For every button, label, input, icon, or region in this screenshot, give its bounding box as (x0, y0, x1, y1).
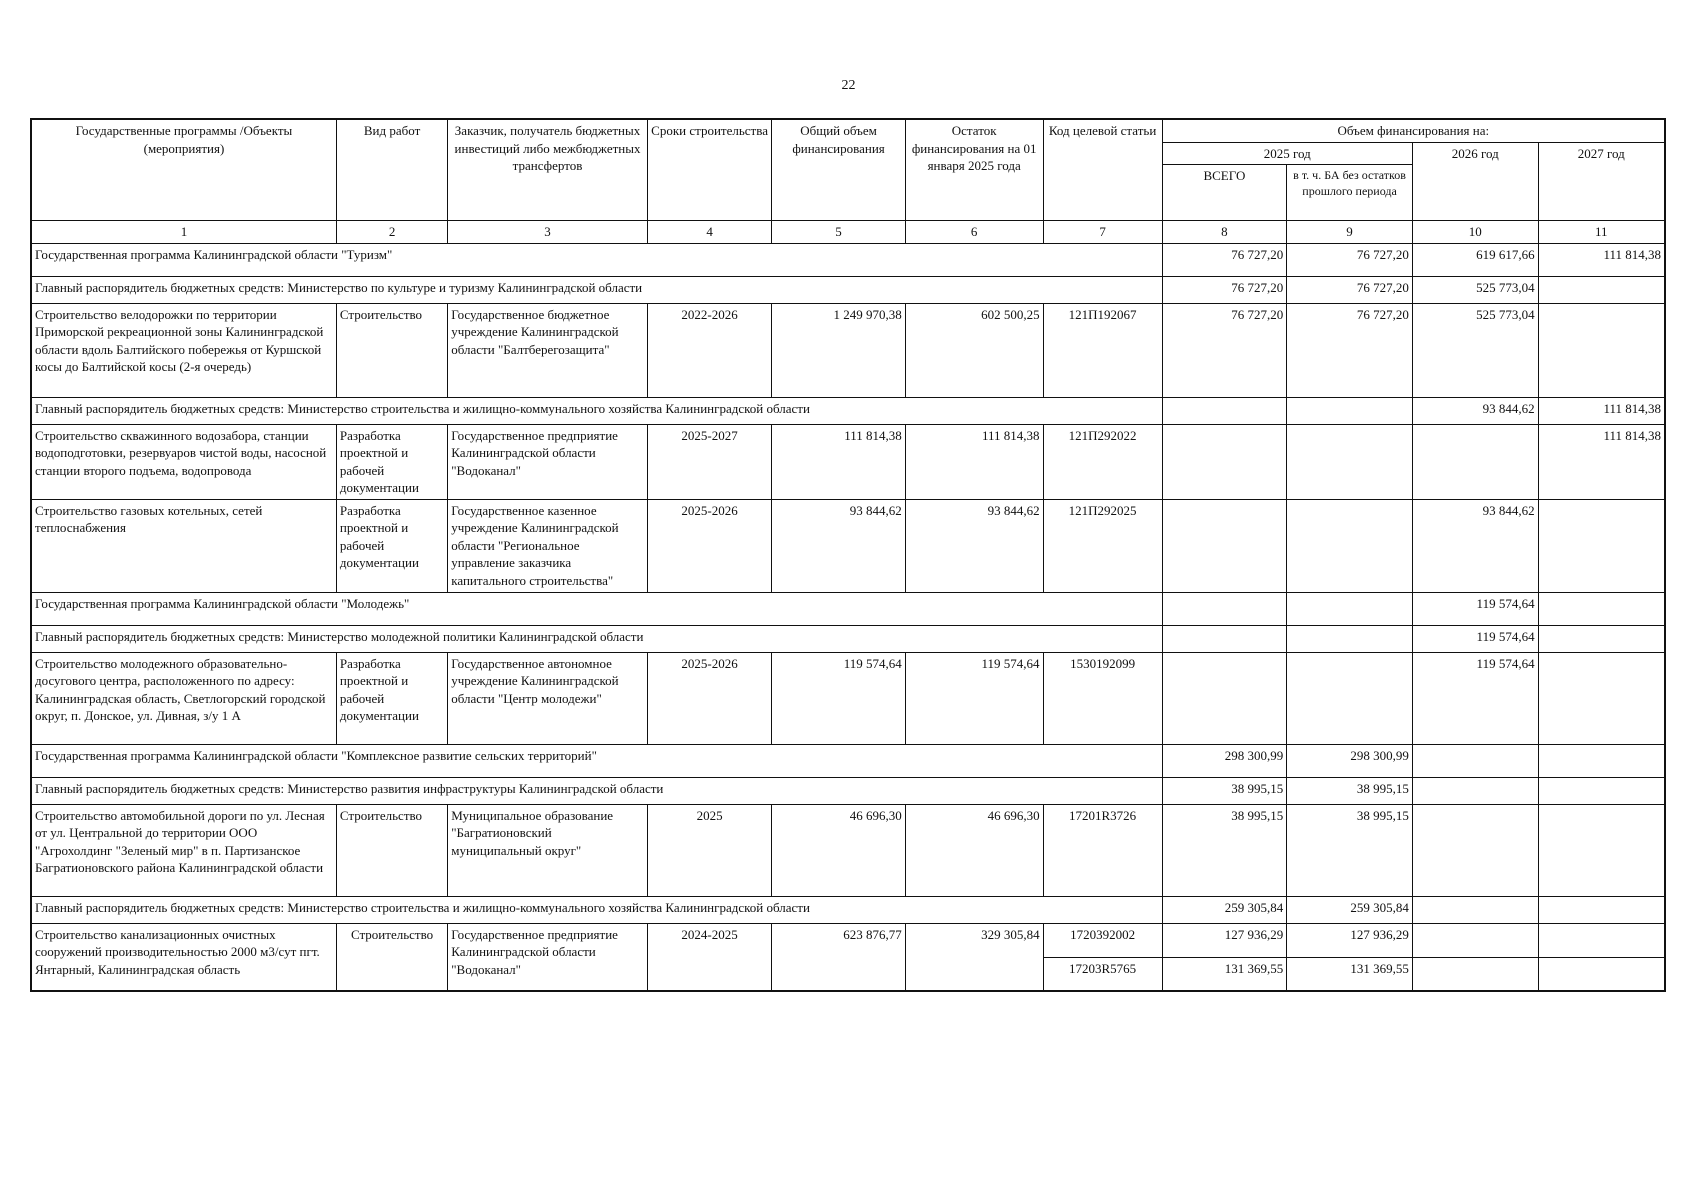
object-remainder: 602 500,25 (905, 303, 1043, 397)
value-cell: 111 814,38 (1538, 243, 1665, 276)
object-code: 121П292022 (1043, 424, 1162, 499)
header-row-1 (31, 119, 1665, 142)
value-cell: 619 617,66 (1412, 243, 1538, 276)
value-cell (1538, 923, 1665, 957)
object-terms: 2025-2026 (647, 652, 772, 744)
value-cell (1412, 777, 1538, 804)
value-cell: 76 727,20 (1287, 303, 1413, 397)
grbs-row (31, 276, 1665, 303)
value-cell: 38 995,15 (1287, 804, 1413, 896)
header-work-type: Вид работ (336, 119, 447, 221)
object-name: Строительство молодежного образовательно-досугового центра, расположенного по адресу: Калининградская область, Светлогорский городской округ, п. Донское, ул. Дивная, з/у 1 А (31, 652, 336, 744)
header-2025: 2025 год (1162, 142, 1412, 165)
object-row (31, 499, 1665, 592)
object-remainder: 93 844,62 (905, 499, 1043, 592)
object-code: 121П292025 (1043, 499, 1162, 592)
value-cell (1538, 777, 1665, 804)
value-cell (1162, 652, 1287, 744)
value-cell: 131 369,55 (1162, 957, 1287, 991)
object-terms: 2022-2026 (647, 303, 772, 397)
grbs-row (31, 625, 1665, 652)
page-number: 22 (841, 78, 856, 93)
program-row-rural (31, 744, 1665, 777)
value-cell: 298 300,99 (1162, 744, 1287, 777)
grbs-title: Главный распорядитель бюджетных средств: Министерство строительства и жилищно-коммунального хозяйства Калининградской области (31, 397, 1162, 424)
object-customer: Государственное казенное учреждение Калининградской области "Региональное управление заказчика капитального строительства" (448, 499, 648, 592)
header-program: Государственные программы /Объекты (мероприятия) (31, 119, 336, 221)
value-cell (1538, 744, 1665, 777)
object-work: Строительство (336, 804, 447, 896)
value-cell: 119 574,64 (1412, 652, 1538, 744)
object-customer: Муниципальное образование "Багратионовский муниципальный округ" (448, 804, 648, 896)
value-cell (1538, 303, 1665, 397)
grbs-title: Главный распорядитель бюджетных средств: Министерство молодежной политики Калининградской области (31, 625, 1162, 652)
value-cell: 38 995,15 (1287, 777, 1413, 804)
value-cell: 38 995,15 (1162, 777, 1287, 804)
object-total: 1 249 970,38 (772, 303, 905, 397)
object-code: 17201R3726 (1043, 804, 1162, 896)
grbs-row (31, 397, 1665, 424)
object-remainder: 111 814,38 (905, 424, 1043, 499)
object-code: 17203R5765 (1043, 957, 1162, 991)
grbs-title: Главный распорядитель бюджетных средств: Министерство по культуре и туризму Калининградской области (31, 276, 1162, 303)
value-cell (1162, 592, 1287, 625)
col-num: 4 (647, 221, 772, 244)
value-cell: 131 369,55 (1287, 957, 1413, 991)
value-cell (1538, 276, 1665, 303)
value-cell (1412, 424, 1538, 499)
object-row (31, 303, 1665, 397)
object-total: 46 696,30 (772, 804, 905, 896)
object-row (31, 923, 1665, 957)
col-num: 9 (1287, 221, 1413, 244)
header-all: ВСЕГО (1162, 165, 1287, 221)
value-cell (1538, 592, 1665, 625)
grbs-row (31, 896, 1665, 923)
object-row (31, 652, 1665, 744)
object-row (31, 424, 1665, 499)
object-code: 1720392002 (1043, 923, 1162, 957)
col-num: 10 (1412, 221, 1538, 244)
value-cell (1287, 625, 1413, 652)
value-cell (1412, 804, 1538, 896)
col-num: 3 (448, 221, 648, 244)
object-name: Строительство газовых котельных, сетей теплоснабжения (31, 499, 336, 592)
grbs-row (31, 777, 1665, 804)
header-terms: Сроки строительства (647, 119, 772, 221)
object-customer: Государственное автономное учреждение Калининградской области "Центр молодежи" (448, 652, 648, 744)
object-total: 119 574,64 (772, 652, 905, 744)
value-cell: 93 844,62 (1412, 397, 1538, 424)
object-name: Строительство канализационных очистных сооружений производительностью 2000 м3/сут пгт. Янтарный, Калининградская область (31, 923, 336, 991)
object-remainder: 119 574,64 (905, 652, 1043, 744)
object-row (31, 804, 1665, 896)
object-work: Строительство (336, 923, 447, 991)
col-num: 2 (336, 221, 447, 244)
value-cell: 119 574,64 (1412, 592, 1538, 625)
col-num: 5 (772, 221, 905, 244)
object-work: Разработка проектной и рабочей документации (336, 424, 447, 499)
value-cell: 76 727,20 (1162, 243, 1287, 276)
value-cell (1287, 592, 1413, 625)
value-cell (1287, 397, 1413, 424)
object-total: 93 844,62 (772, 499, 905, 592)
program-row-youth (31, 592, 1665, 625)
program-title: Государственная программа Калининградской области "Комплексное развитие сельских территорий" (31, 744, 1162, 777)
object-remainder: 329 305,84 (905, 923, 1043, 991)
value-cell (1412, 923, 1538, 957)
grbs-title: Главный распорядитель бюджетных средств: Министерство развития инфраструктуры Калининградской области (31, 777, 1162, 804)
object-name: Строительство автомобильной дороги по ул. Лесная от ул. Центральной до территории ООО "Агрохолдинг "Зеленый мир" в п. Партизанское Багратионовского района Калининградской области (31, 804, 336, 896)
value-cell: 127 936,29 (1287, 923, 1413, 957)
object-customer: Государственное бюджетное учреждение Калининградской области "Балтберегозащита" (448, 303, 648, 397)
col-num: 7 (1043, 221, 1162, 244)
header-2027: 2027 год (1538, 142, 1665, 221)
value-cell (1412, 744, 1538, 777)
object-code: 121П192067 (1043, 303, 1162, 397)
object-total: 623 876,77 (772, 923, 905, 991)
value-cell: 93 844,62 (1412, 499, 1538, 592)
object-terms: 2025 (647, 804, 772, 896)
value-cell (1538, 804, 1665, 896)
value-cell (1538, 625, 1665, 652)
program-row-tourism (31, 243, 1665, 276)
header-customer: Заказчик, получатель бюджетных инвестиций либо межбюджетных трансфертов (448, 119, 648, 221)
value-cell: 525 773,04 (1412, 303, 1538, 397)
object-work: Разработка проектной и рабочей документации (336, 652, 447, 744)
col-num: 11 (1538, 221, 1665, 244)
value-cell (1538, 499, 1665, 592)
object-terms: 2024-2025 (647, 923, 772, 991)
value-cell (1162, 499, 1287, 592)
value-cell: 525 773,04 (1412, 276, 1538, 303)
value-cell: 76 727,20 (1287, 276, 1413, 303)
column-numbers-row (31, 221, 1665, 244)
object-code: 1530192099 (1043, 652, 1162, 744)
value-cell: 76 727,20 (1162, 303, 1287, 397)
value-cell (1538, 957, 1665, 991)
object-remainder: 46 696,30 (905, 804, 1043, 896)
header-remainder: Остаток финансирования на 01 января 2025 года (905, 119, 1043, 221)
col-num: 8 (1162, 221, 1287, 244)
value-cell: 127 936,29 (1162, 923, 1287, 957)
value-cell: 76 727,20 (1162, 276, 1287, 303)
object-work: Разработка проектной и рабочей документации (336, 499, 447, 592)
object-total: 111 814,38 (772, 424, 905, 499)
header-financing: Объем финансирования на: (1162, 119, 1665, 142)
value-cell (1412, 896, 1538, 923)
header-code: Код целевой статьи (1043, 119, 1162, 221)
header-2026: 2026 год (1412, 142, 1538, 221)
header-ba: в т. ч. БА без остатков прошлого периода (1287, 165, 1413, 221)
budget-table (30, 118, 1666, 992)
value-cell (1538, 896, 1665, 923)
object-name: Строительство велодорожки по территории Приморской рекреационной зоны Калининградской области вдоль Балтийского побережья от Куршской косы до Балтийской косы (2-я очередь) (31, 303, 336, 397)
object-customer: Государственное предприятие Калининградской области "Водоканал" (448, 923, 648, 991)
value-cell: 38 995,15 (1162, 804, 1287, 896)
object-terms: 2025-2026 (647, 499, 772, 592)
object-terms: 2025-2027 (647, 424, 772, 499)
value-cell: 259 305,84 (1162, 896, 1287, 923)
value-cell: 298 300,99 (1287, 744, 1413, 777)
header-total: Общий объем финансирования (772, 119, 905, 221)
program-title: Государственная программа Калининградской области "Молодежь" (31, 592, 1162, 625)
value-cell: 111 814,38 (1538, 424, 1665, 499)
col-num: 6 (905, 221, 1043, 244)
object-customer: Государственное предприятие Калининградской области "Водоканал" (448, 424, 648, 499)
value-cell: 76 727,20 (1287, 243, 1413, 276)
value-cell (1538, 652, 1665, 744)
value-cell (1287, 499, 1413, 592)
value-cell (1162, 625, 1287, 652)
object-work: Строительство (336, 303, 447, 397)
program-title: Государственная программа Калининградской области "Туризм" (31, 243, 1162, 276)
object-name: Строительство скважинного водозабора, станции водоподготовки, резервуаров чистой воды, насосной станции второго подъема, водопровода (31, 424, 336, 499)
value-cell (1412, 957, 1538, 991)
grbs-title: Главный распорядитель бюджетных средств: Министерство строительства и жилищно-коммунального хозяйства Калининградской области (31, 896, 1162, 923)
value-cell: 111 814,38 (1538, 397, 1665, 424)
value-cell (1287, 424, 1413, 499)
value-cell (1287, 652, 1413, 744)
col-num: 1 (31, 221, 336, 244)
value-cell: 119 574,64 (1412, 625, 1538, 652)
value-cell: 259 305,84 (1287, 896, 1413, 923)
value-cell (1162, 424, 1287, 499)
value-cell (1162, 397, 1287, 424)
